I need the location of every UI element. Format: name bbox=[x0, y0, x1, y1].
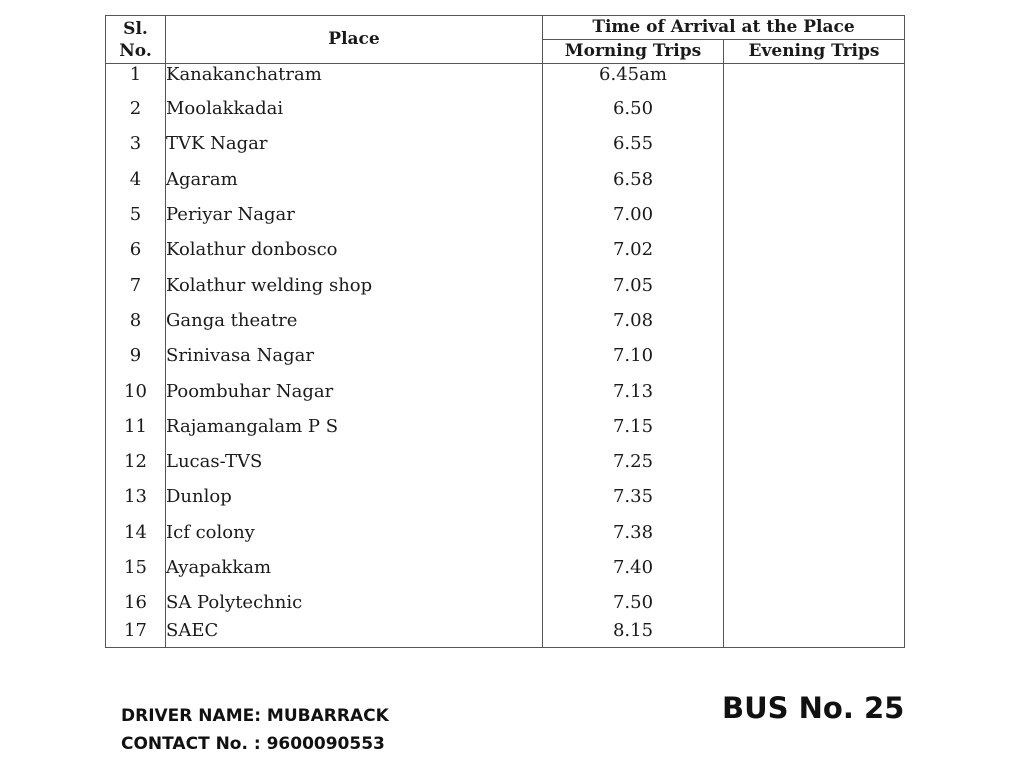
place-cell: SAEC bbox=[166, 620, 543, 648]
bus-number: BUS No. 25 bbox=[722, 691, 905, 725]
place-cell: Icf colony bbox=[166, 515, 543, 550]
table-row bbox=[106, 479, 905, 514]
morning-time-cell: 7.35 bbox=[543, 479, 724, 514]
place-cell: Poombuhar Nagar bbox=[166, 373, 543, 408]
bus-schedule-table bbox=[105, 15, 905, 648]
table-row bbox=[106, 91, 905, 126]
row-number: 11 bbox=[106, 409, 166, 444]
place-cell: Rajamangalam P S bbox=[166, 409, 543, 444]
morning-time-cell: 6.45am bbox=[543, 64, 724, 92]
table-row bbox=[106, 444, 905, 479]
table-row bbox=[106, 515, 905, 550]
evening-time-cell bbox=[724, 515, 905, 550]
evening-time-cell bbox=[724, 550, 905, 585]
evening-time-cell bbox=[724, 409, 905, 444]
morning-time-cell: 7.05 bbox=[543, 267, 724, 302]
evening-time-cell bbox=[724, 373, 905, 408]
table-row bbox=[106, 338, 905, 373]
morning-time-cell: 7.08 bbox=[543, 303, 724, 338]
sl-no-header: Sl. No. bbox=[106, 16, 166, 64]
row-number: 10 bbox=[106, 373, 166, 408]
morning-time-cell: 7.13 bbox=[543, 373, 724, 408]
place-cell: Lucas-TVS bbox=[166, 444, 543, 479]
table-row bbox=[106, 197, 905, 232]
morning-time-cell: 6.50 bbox=[543, 91, 724, 126]
driver-name: DRIVER NAME: MUBARRACK bbox=[121, 706, 389, 726]
morning-time-cell: 7.00 bbox=[543, 197, 724, 232]
evening-time-cell bbox=[724, 162, 905, 197]
place-cell: TVK Nagar bbox=[166, 126, 543, 161]
morning-time-cell: 7.50 bbox=[543, 585, 724, 620]
row-number: 5 bbox=[106, 197, 166, 232]
evening-time-cell bbox=[724, 126, 905, 161]
table-row bbox=[106, 373, 905, 408]
place-cell: Kolathur donbosco bbox=[166, 232, 543, 267]
row-number: 1 bbox=[106, 64, 166, 92]
morning-time-cell: 6.55 bbox=[543, 126, 724, 161]
row-number: 7 bbox=[106, 267, 166, 302]
table-header bbox=[106, 16, 905, 64]
morning-time-cell: 7.25 bbox=[543, 444, 724, 479]
table-row bbox=[106, 267, 905, 302]
table-row bbox=[106, 232, 905, 267]
place-cell: Ganga theatre bbox=[166, 303, 543, 338]
table-row bbox=[106, 126, 905, 161]
row-number: 12 bbox=[106, 444, 166, 479]
place-cell: SA Polytechnic bbox=[166, 585, 543, 620]
row-number: 6 bbox=[106, 232, 166, 267]
evening-time-cell bbox=[724, 479, 905, 514]
morning-time-cell: 7.02 bbox=[543, 232, 724, 267]
table-row bbox=[106, 620, 905, 648]
place-cell: Moolakkadai bbox=[166, 91, 543, 126]
evening-time-cell bbox=[724, 444, 905, 479]
evening-time-cell bbox=[724, 267, 905, 302]
place-cell: Dunlop bbox=[166, 479, 543, 514]
evening-trips-header: Evening Trips bbox=[724, 40, 905, 64]
row-number: 8 bbox=[106, 303, 166, 338]
evening-time-cell bbox=[724, 338, 905, 373]
table-row bbox=[106, 585, 905, 620]
table-row bbox=[106, 550, 905, 585]
row-number: 4 bbox=[106, 162, 166, 197]
contact-number: CONTACT No. : 9600090553 bbox=[121, 734, 385, 754]
table-row bbox=[106, 303, 905, 338]
table-body bbox=[106, 64, 905, 648]
table-row bbox=[106, 409, 905, 444]
evening-time-cell bbox=[724, 620, 905, 648]
evening-time-cell bbox=[724, 197, 905, 232]
morning-trips-header: Morning Trips bbox=[543, 40, 724, 64]
evening-time-cell bbox=[724, 585, 905, 620]
row-number: 3 bbox=[106, 126, 166, 161]
morning-time-cell: 7.15 bbox=[543, 409, 724, 444]
time-of-arrival-header: Time of Arrival at the Place bbox=[543, 16, 905, 40]
morning-time-cell: 6.58 bbox=[543, 162, 724, 197]
place-cell: Ayapakkam bbox=[166, 550, 543, 585]
place-cell: Agaram bbox=[166, 162, 543, 197]
morning-time-cell: 7.38 bbox=[543, 515, 724, 550]
place-header: Place bbox=[166, 16, 543, 64]
row-number: 16 bbox=[106, 585, 166, 620]
evening-time-cell bbox=[724, 64, 905, 92]
evening-time-cell bbox=[724, 303, 905, 338]
morning-time-cell: 8.15 bbox=[543, 620, 724, 648]
row-number: 15 bbox=[106, 550, 166, 585]
place-cell: Periyar Nagar bbox=[166, 197, 543, 232]
table-row bbox=[106, 162, 905, 197]
table-row bbox=[106, 64, 905, 92]
driver-info bbox=[121, 702, 389, 758]
row-number: 2 bbox=[106, 91, 166, 126]
evening-time-cell bbox=[724, 232, 905, 267]
evening-time-cell bbox=[724, 91, 905, 126]
place-cell: Srinivasa Nagar bbox=[166, 338, 543, 373]
row-number: 17 bbox=[106, 620, 166, 648]
row-number: 13 bbox=[106, 479, 166, 514]
morning-time-cell: 7.10 bbox=[543, 338, 724, 373]
place-cell: Kanakanchatram bbox=[166, 64, 543, 92]
row-number: 9 bbox=[106, 338, 166, 373]
morning-time-cell: 7.40 bbox=[543, 550, 724, 585]
place-cell: Kolathur welding shop bbox=[166, 267, 543, 302]
row-number: 14 bbox=[106, 515, 166, 550]
